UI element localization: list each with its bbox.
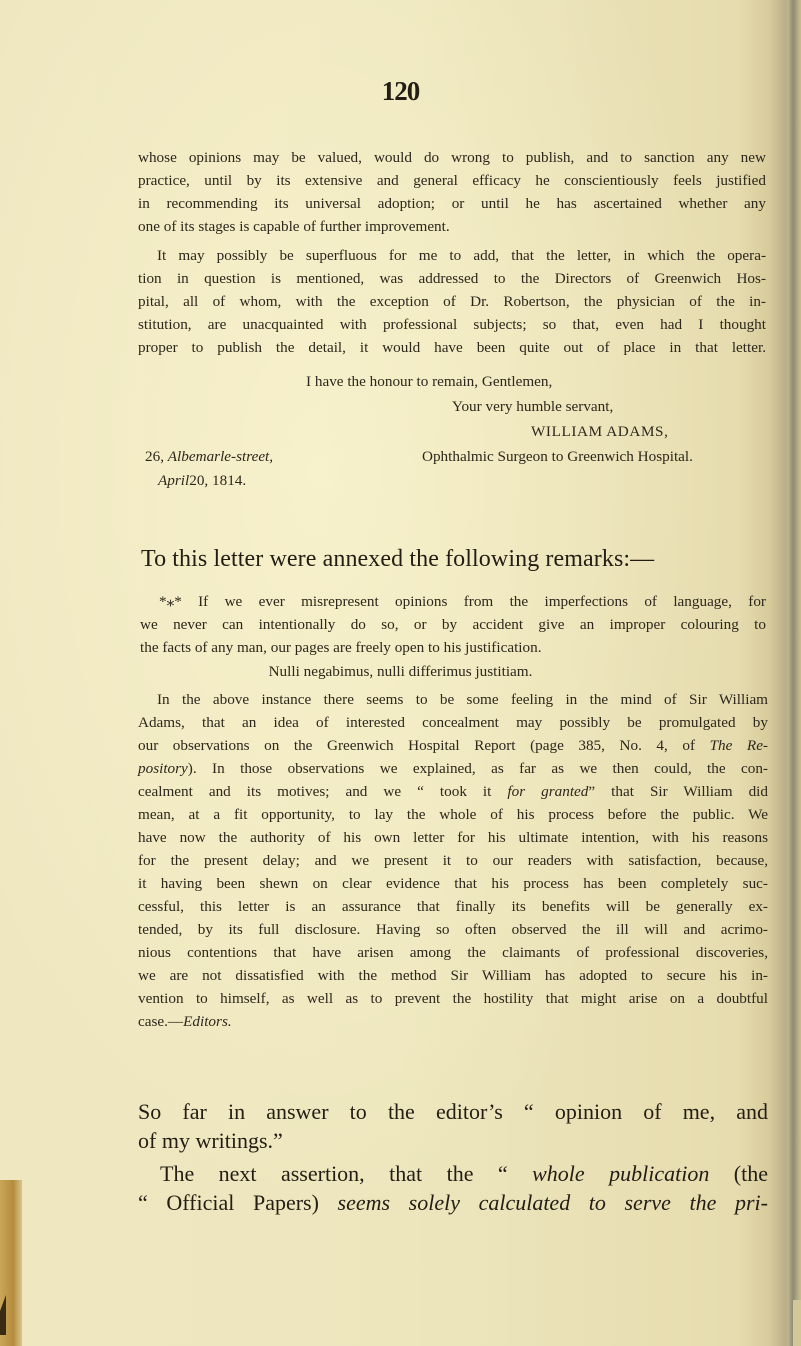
text-line: stitution, are unacquainted with professional subjects; so that, even had I thought xyxy=(138,316,766,333)
editors-note xyxy=(140,590,766,659)
text-line: we never can intentionally do so, or by accident give an improper colouring to xyxy=(140,616,766,633)
editors-attribution: Editors. xyxy=(183,1013,232,1030)
text-line: practice, until by its extensive and general efficacy he conscientiously feels justified xyxy=(138,172,766,189)
asterism: *⁎* xyxy=(159,593,182,610)
valediction: Your very humble servant, xyxy=(452,398,614,415)
salutation: I have the honour to remain, Gentlemen, xyxy=(306,373,553,390)
latin-motto: Nulli negabimus, nulli differimus justitiam. xyxy=(268,663,533,680)
signature-title: Ophthalmic Surgeon to Greenwich Hospital. xyxy=(422,448,693,465)
page-edge-strip xyxy=(793,1300,801,1346)
text-line: we are not dissatisfied with the method Sir William has adopted to secure his in- xyxy=(138,967,768,984)
paragraph-superfluous-note xyxy=(138,244,766,359)
text-line: it having been shewn on clear evidence that his process has been completely suc- xyxy=(138,875,768,892)
text-line: whose opinions may be valued, would do wrong to publish, and to sanction any new xyxy=(138,149,766,166)
text-line: tended, by its full disclosure. Having so often observed the ill will and acrimo- xyxy=(138,921,768,938)
text-line: nious contentions that have arisen among the claimants of professional discoveries, xyxy=(138,944,768,961)
text-line: for the present delay; and we present it to our readers with satisfaction, because, xyxy=(138,852,768,869)
address-line: 26, Albemarle-street, xyxy=(145,448,274,465)
text-line: in recommending its universal adoption; or until he has ascertained whether any xyxy=(138,195,766,212)
text-line: So far in answer to the editor’s “ opinion of me, and xyxy=(138,1099,768,1124)
date-rest: 20, 1814. xyxy=(189,472,247,489)
text-line: cealment and its motives; and we “ took it for granted” that Sir William did xyxy=(138,783,768,800)
text-line: pository). In those observations we explained, as far as we then could, the con- xyxy=(138,760,768,777)
text-line: In the above instance there seems to be some feeling in the mind of Sir William xyxy=(157,691,768,708)
text-line: mean, at a fit opportunity, to lay the whole of his process before the public. We xyxy=(138,806,768,823)
text-line: The next assertion, that the “ whole publication (the xyxy=(160,1161,768,1186)
text-line: cessful, this letter is an assurance that finally its benefits will be generally ex- xyxy=(138,898,768,915)
letter-date xyxy=(158,472,246,490)
resumed-main-text xyxy=(138,1097,768,1217)
text-line: of my writings.” xyxy=(138,1128,283,1153)
page-number: 120 xyxy=(381,76,420,106)
text-line: the facts of any man, our pages are freely open to his justification. xyxy=(140,639,542,656)
text-line: It may possibly be superfluous for me to add, that the letter, in which the opera- xyxy=(157,247,766,264)
text-line: our observations on the Greenwich Hospital Report (page 385, No. 4, of The Re- xyxy=(138,737,768,754)
text-line: pital, all of whom, with the exception of Dr. Robertson, the physician of the in- xyxy=(138,293,766,310)
text-line: case.—Editors. xyxy=(138,1013,232,1030)
text-line: proper to publish the detail, it would have been quite out of place in that letter. xyxy=(138,339,766,356)
signature-name: WILLIAM ADAMS, xyxy=(531,423,669,440)
text-line: Adams, that an idea of interested concealment may possibly be promulgated by xyxy=(138,714,768,731)
text-line: one of its stages is capable of further improvement. xyxy=(138,218,450,235)
editors-commentary xyxy=(138,688,768,1033)
text-line: vention to himself, as well as to prevent the hostility that might arise on a doubtful xyxy=(138,990,768,1007)
text-line: tion in question is mentioned, was addressed to the Directors of Greenwich Hos- xyxy=(138,270,766,287)
text-line: have now the authority of his own letter for his ultimate intention, with his reasons xyxy=(138,829,768,846)
text-line: “ Official Papers) seems solely calculated to serve the pri- xyxy=(138,1190,768,1215)
paragraph-letter-continuation xyxy=(138,146,766,238)
date-month: April xyxy=(158,472,190,489)
section-heading: To this letter were annexed the following remarks:— xyxy=(141,546,655,572)
text-line: *⁎* If we ever misrepresent opinions from the imperfections of language, for xyxy=(159,593,766,610)
